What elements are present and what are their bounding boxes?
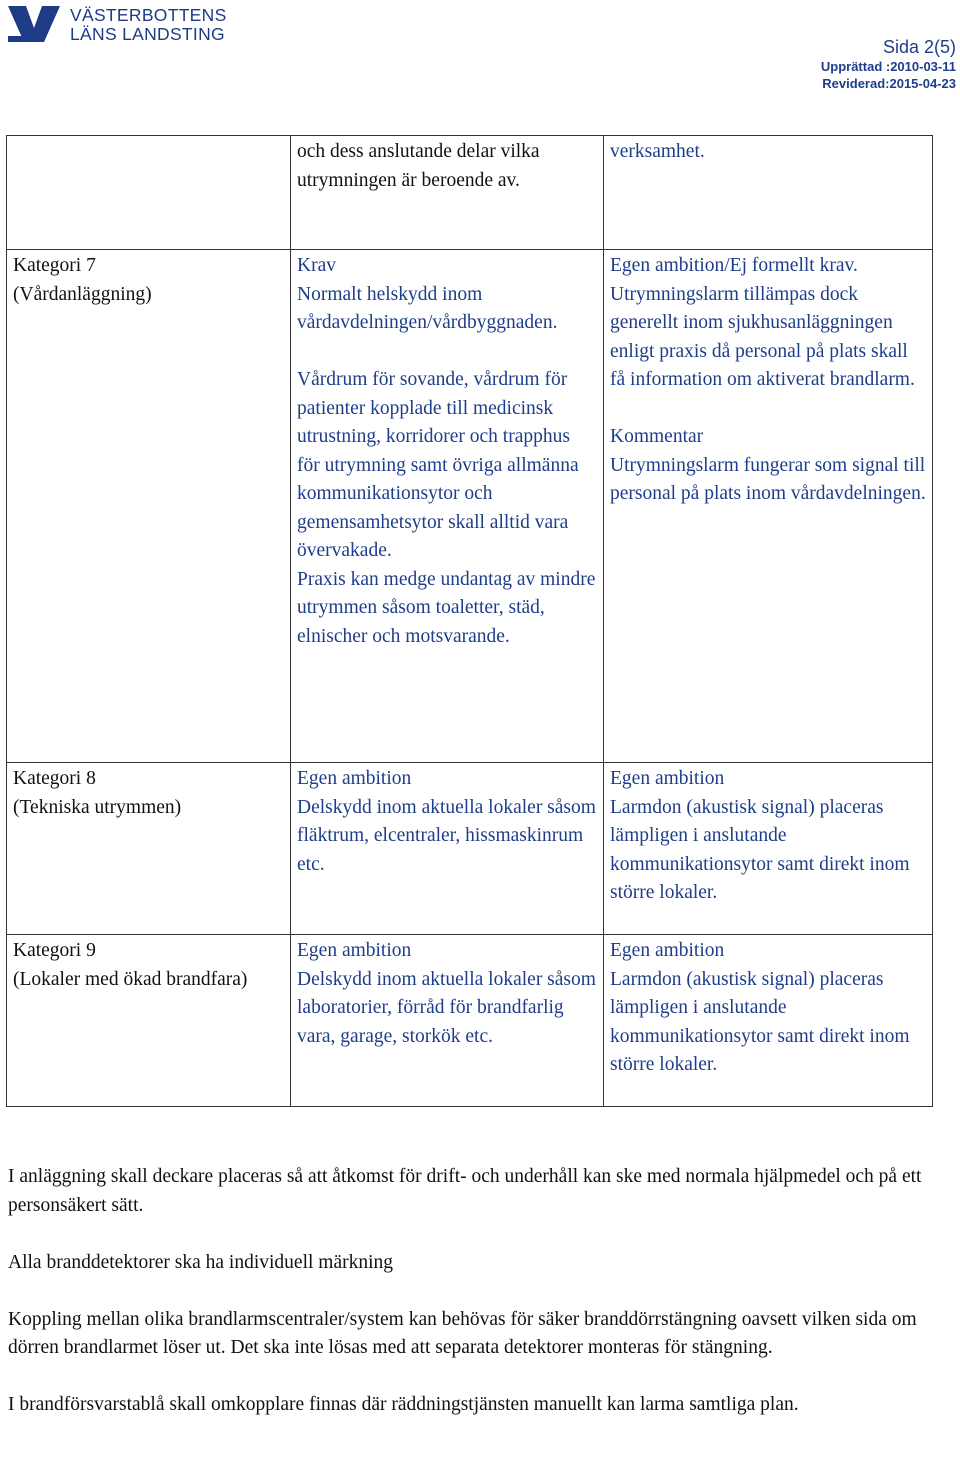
table-cell-category bbox=[7, 935, 291, 1107]
alarm-heading: Egen ambition bbox=[610, 940, 725, 961]
row0-requirement-text: och dess anslutande delar vilka utrymningen är beroende av. bbox=[297, 141, 540, 191]
table-cell-alarm bbox=[604, 136, 933, 250]
requirement-text: Praxis kan medge undantag av mindre utrymmen såsom toaletter, städ, elnischer och motsvarande. bbox=[297, 568, 596, 647]
paragraph: I brandförsvarstablå skall omkopplare finnas där räddningstjänsten manuellt kan larma samtliga plan. bbox=[8, 1394, 799, 1415]
requirement-text: Delskydd inom aktuella lokaler såsom fläktrum, elcentraler, hissmaskinrum etc. bbox=[297, 796, 596, 875]
page-info bbox=[821, 36, 956, 92]
table-cell-category bbox=[7, 250, 291, 763]
table-cell-alarm bbox=[604, 250, 933, 763]
landsting-logo bbox=[8, 4, 238, 44]
table-cell-requirement bbox=[291, 136, 604, 250]
paragraph: Koppling mellan olika brandlarmscentraler/system kan behövas för säker branddörrstängning oavsett vilken sida om dörren brandlarmet löser ut. Det ska inte lösas med att separata detektorer monteras för stängning. bbox=[8, 1308, 917, 1358]
requirement-text: Vårdrum för sovande, vårdrum för patienter kopplade till medicinsk utrustning, korridorer och trapphus för utrymning samt övriga allmänna kommunikationsytor och gemensamhetsytor skall alltid vara övervakade. bbox=[297, 369, 579, 561]
category-9-label: Kategori 9 bbox=[13, 940, 96, 961]
logo-text bbox=[70, 6, 227, 44]
alarm-text: Larmdon (akustisk signal) placeras lämpligen i anslutande kommunikationsytor samt direkt inom större lokaler. bbox=[610, 796, 910, 903]
category-7-description: (Vårdanläggning) bbox=[13, 283, 152, 305]
revised-date: Reviderad:2015-04-23 bbox=[822, 76, 956, 91]
category-8-label: Kategori 8 bbox=[13, 768, 96, 789]
row0-alarm-text: verksamhet. bbox=[610, 141, 705, 162]
body-paragraphs bbox=[8, 1163, 953, 1448]
requirement-heading: Egen ambition bbox=[297, 768, 412, 789]
requirement-heading: Krav bbox=[297, 255, 336, 276]
alarm-text: Larmdon (akustisk signal) placeras lämpligen i anslutande kommunikationsytor samt direkt inom större lokaler. bbox=[610, 968, 910, 1075]
comment-heading: Kommentar bbox=[610, 426, 704, 447]
requirement-heading: Egen ambition bbox=[297, 940, 412, 961]
table-cell-alarm bbox=[604, 935, 933, 1107]
category-table bbox=[6, 135, 933, 1107]
logo-mark-icon bbox=[8, 6, 62, 42]
table-cell-category bbox=[7, 763, 291, 935]
comment-text: Utrymningslarm fungerar som signal till personal på plats inom vårdavdelningen. bbox=[610, 454, 926, 504]
alarm-heading: Egen ambition bbox=[610, 768, 725, 789]
created-date: Upprättad :2010-03-11 bbox=[820, 59, 956, 74]
table-cell-alarm bbox=[604, 763, 933, 935]
logo-line-2: LÄNS LANDSTING bbox=[70, 24, 225, 44]
table-row bbox=[7, 763, 933, 935]
paragraph: I anläggning skall deckare placeras så att åtkomst för drift- och underhåll kan ske med normala hjälpmedel och på ett personsäkert sätt. bbox=[8, 1166, 922, 1216]
table-cell-requirement bbox=[291, 763, 604, 935]
table-cell-requirement bbox=[291, 935, 604, 1107]
table-row bbox=[7, 136, 933, 250]
requirement-text: Delskydd inom aktuella lokaler såsom laboratorier, förråd för brandfarlig vara, garage, storkök etc. bbox=[297, 968, 596, 1047]
table-row bbox=[7, 935, 933, 1107]
alarm-heading: Egen ambition/Ej formellt krav. bbox=[610, 255, 858, 276]
category-9-description: (Lokaler med ökad brandfara) bbox=[13, 968, 248, 990]
page-header bbox=[0, 0, 960, 110]
alarm-text: Utrymningslarm tillämpas dock generellt inom sjukhusanläggningen enligt praxis då personal på plats skall få information om aktiverat brandlarm. bbox=[610, 283, 915, 390]
requirement-text: Normalt helskydd inom vårdavdelningen/vårdbyggnaden. bbox=[297, 283, 558, 333]
page-number: Sida 2(5) bbox=[882, 37, 956, 57]
paragraph: Alla branddetektorer ska ha individuell märkning bbox=[8, 1251, 394, 1273]
table-cell-category bbox=[7, 136, 291, 250]
logo-line-1: VÄSTERBOTTENS bbox=[70, 5, 227, 25]
table-cell-requirement bbox=[291, 250, 604, 763]
table-row bbox=[7, 250, 933, 763]
category-8-description: (Tekniska utrymmen) bbox=[13, 796, 182, 818]
category-7-label: Kategori 7 bbox=[13, 255, 96, 276]
